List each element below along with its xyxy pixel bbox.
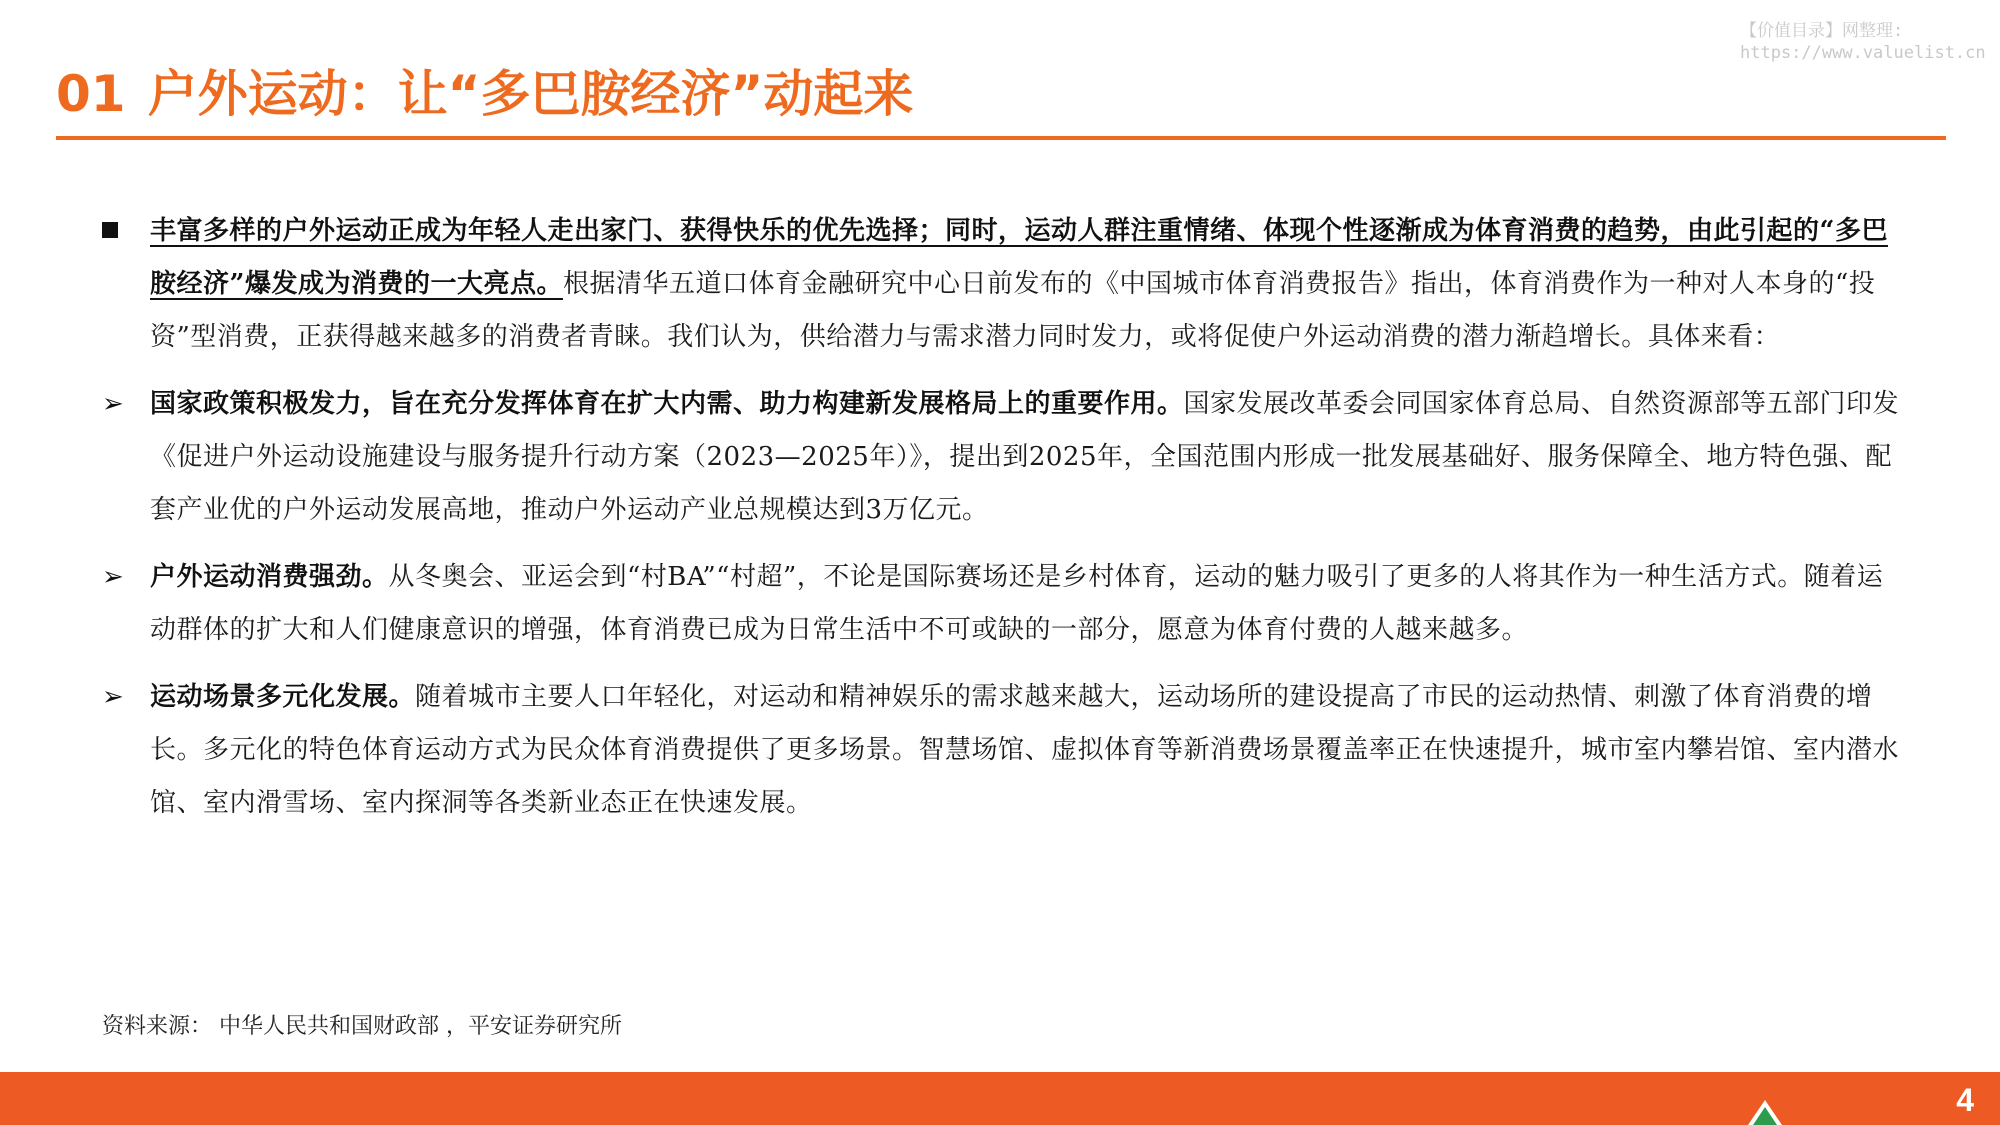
footer-bar [0,1072,2000,1125]
point-lead: 户外运动消费强劲。 [150,562,389,592]
point-scenarios [100,671,1900,830]
square-bullet-icon [102,205,142,258]
intro-paragraph [100,205,1900,364]
main-content [100,205,1900,830]
point-body: 随着城市主要人口年轻化，对运动和精神娱乐的需求越来越大，运动场所的建设提高了市民的运动热情、刺激了体育消费的增长。多元化的特色体育运动方式为民众体育消费提供了更多场景。智慧场馆、虚拟体育等新消费场景覆盖率正在快速提升，城市室内攀岩馆、室内潜水馆、室内滑雪场、室内探洞等各类新业态正在快速发展。 [150,682,1900,818]
point-consumption [100,551,1900,657]
arrow-bullet-icon: ➢ [102,389,125,419]
page-number: 4 [1956,1082,1974,1118]
point-lead: 运动场景多元化发展。 [150,682,416,712]
page-title [56,62,913,126]
intro-lead: 丰富多样的户外运动正成为年轻人走出家门、获得快乐的优先选择；同时，运动人群注重情绪、体现个性逐渐成为体育消费的趋势，由此引起的“多巴胺经济”爆发成为消费的一大亮点。 [150,216,1888,299]
arrow-bullet-icon: ➢ [102,682,125,712]
section-title: 户外运动：让“多巴胺经济”动起来 [147,65,914,123]
watermark [1740,20,1990,64]
intro-body: 根据清华五道口体育金融研究中心日前发布的《中国城市体育消费报告》指出，体育消费作为一种对人本身的“投资”型消费，正获得越来越多的消费者青睐。我们认为，供给潜力与需求潜力同时发力，或将促使户外运动消费的潜力渐趋增长。具体来看： [150,269,1876,352]
logo-icon [1748,1100,1782,1125]
title-divider [56,136,1946,140]
watermark-line-2: https://www.valuelist.cn [1740,43,1986,63]
point-body: 国家发展改革委会同国家体育总局、自然资源部等五部门印发《促进户外运动设施建设与服务提升行动方案（2023—2025年）》，提出到2025年，全国范围内形成一批发展基础好、服务保障全、地方特色强、配套产业优的户外运动发展高地，推动户外运动产业总规模达到3万亿元。 [150,389,1900,525]
point-body: 从冬奥会、亚运会到“村BA”“村超”，不论是国际赛场还是乡村体育，运动的魅力吸引了更多的人将其作为一种生活方式。随着运动群体的扩大和人们健康意识的增强，体育消费已成为日常生活中不可或缺的一部分，愿意为体育付费的人越来越多。 [150,562,1884,645]
watermark-line-1: 【价值目录】网整理: [1740,21,1904,41]
point-policy [100,378,1900,537]
arrow-bullet-icon: ➢ [102,562,125,592]
section-number: 01 [56,65,126,123]
point-lead: 国家政策积极发力，旨在充分发挥体育在扩大内需、助力构建新发展格局上的重要作用。 [150,389,1184,419]
source-note: 资料来源： 中华人民共和国财政部 ，平安证券研究所 [102,1014,622,1039]
